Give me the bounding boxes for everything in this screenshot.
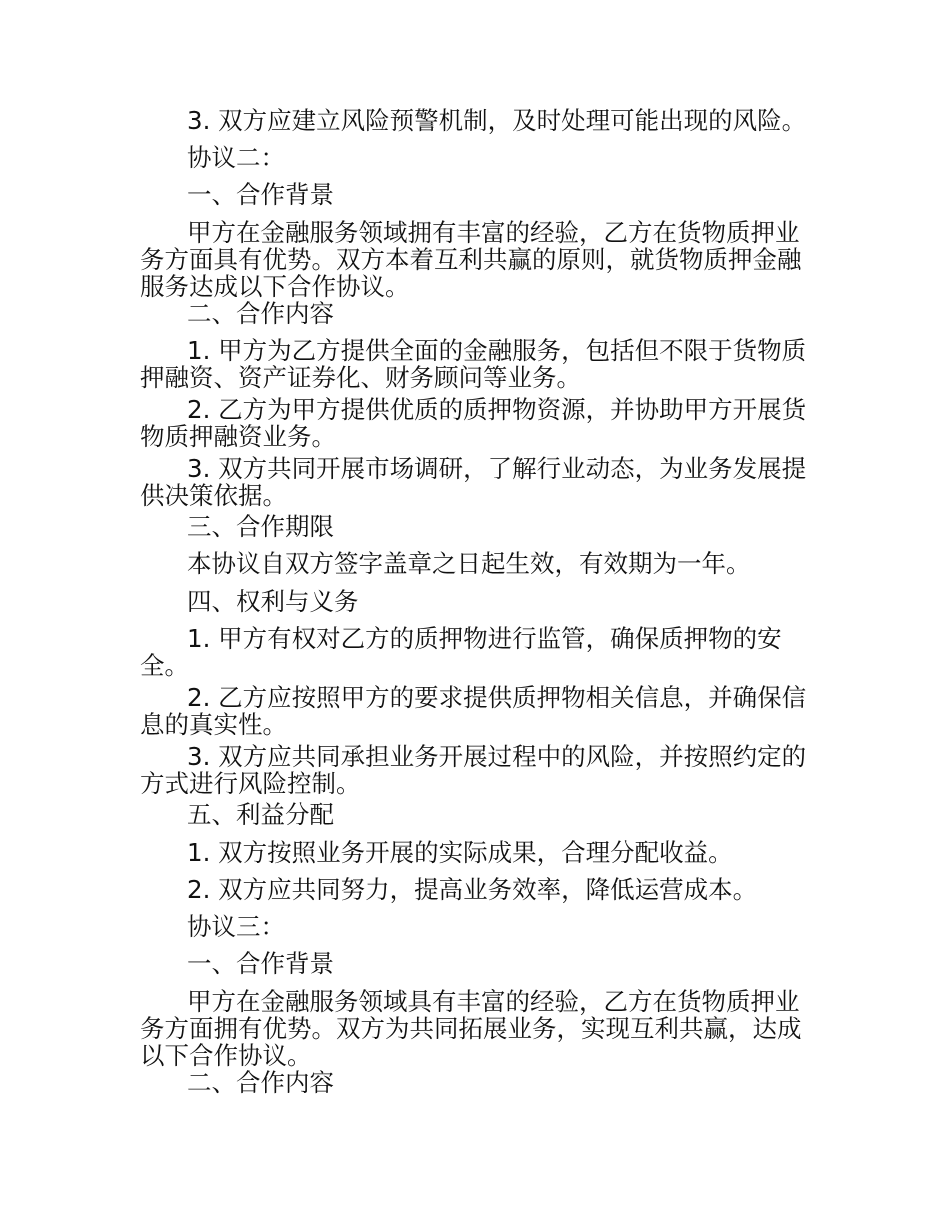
- paragraph-rights-item-2: 2. 乙方应按照甲方的要求提供质押物相关信息，并确保信息的真实性。: [140, 683, 807, 739]
- heading-profit-distribution: 五、利益分配: [187, 800, 334, 829]
- heading-agreement-three: 协议三：: [187, 912, 285, 941]
- heading-cooperation-background-2: 一、合作背景: [187, 949, 334, 978]
- paragraph-profit-item-1: 1. 双方按照业务开展的实际成果，合理分配收益。: [187, 838, 733, 867]
- paragraph-content-item-2: 2. 乙方为甲方提供优质的质押物资源，并协助甲方开展货物质押融资业务。: [140, 395, 807, 451]
- heading-cooperation-term: 三、合作期限: [187, 512, 334, 541]
- paragraph-rights-item-3: 3. 双方应共同承担业务开展过程中的风险，并按照约定的方式进行风险控制。: [140, 742, 807, 798]
- heading-cooperation-content: 二、合作内容: [187, 299, 334, 328]
- paragraph-profit-item-2: 2. 双方应共同努力，提高业务效率，降低运营成本。: [187, 875, 758, 904]
- heading-cooperation-background: 一、合作背景: [187, 180, 334, 209]
- heading-rights-obligations: 四、权利与义务: [187, 587, 359, 616]
- paragraph-content-item-1: 1. 甲方为乙方提供全面的金融服务，包括但不限于货物质押融资、资产证券化、财务顾问等业务。: [140, 336, 807, 392]
- paragraph-rights-item-1: 1. 甲方有权对乙方的质押物进行监管，确保质押物的安全。: [140, 624, 782, 680]
- heading-agreement-two: 协议二：: [187, 143, 285, 172]
- paragraph-background-text-2: 甲方在金融服务领域具有丰富的经验，乙方在货物质押业务方面拥有优势。双方为共同拓展业务，实现互利共赢，达成以下合作协议。: [140, 987, 802, 1070]
- paragraph-content-item-3: 3. 双方共同开展市场调研，了解行业动态，为业务发展提供决策依据。: [140, 454, 807, 510]
- heading-cooperation-content-2: 二、合作内容: [187, 1068, 334, 1097]
- paragraph-term-text: 本协议自双方签字盖章之日起生效，有效期为一年。: [187, 549, 751, 578]
- paragraph-background-text: 甲方在金融服务领域拥有丰富的经验，乙方在货物质押业务方面具有优势。双方本着互利共赢的原则，就货物质押金融服务达成以下合作协议。: [140, 218, 802, 301]
- paragraph-risk-warning: 3. 双方应建立风险预警机制，及时处理可能出现的风险。: [187, 106, 807, 135]
